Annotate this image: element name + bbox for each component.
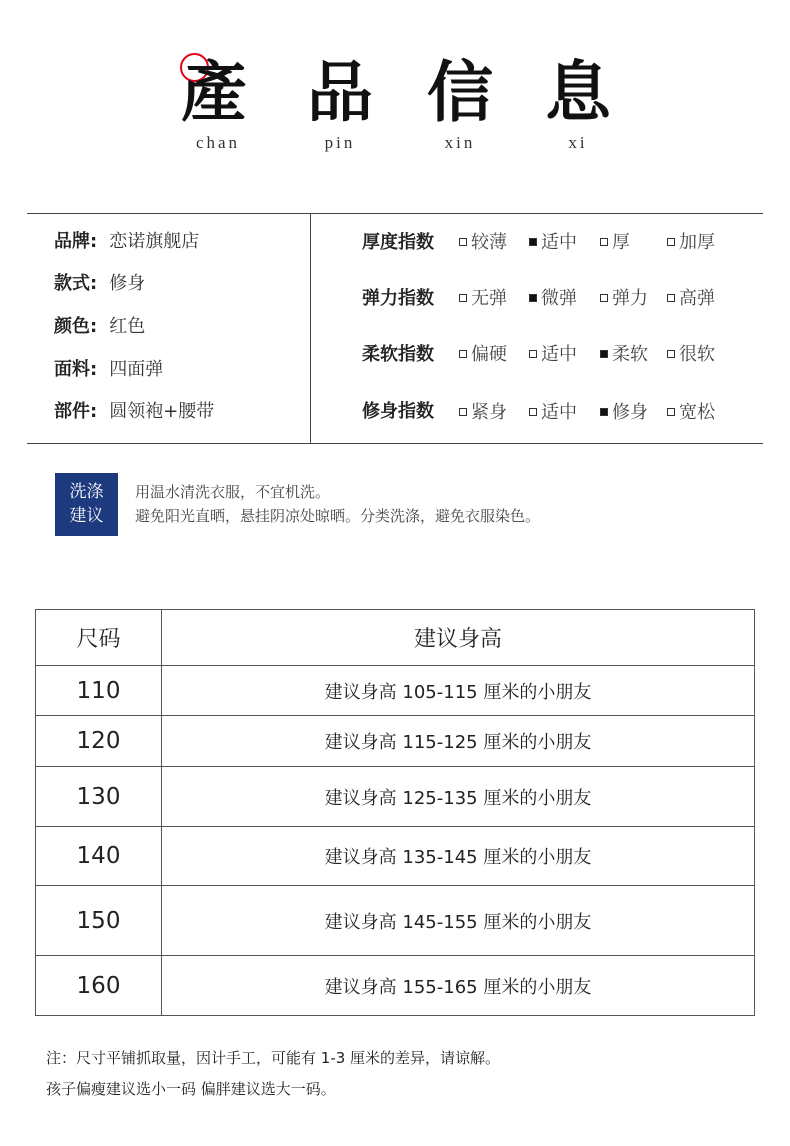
index-option [529, 400, 577, 426]
index-label-elasticity: 弹力指数 [362, 288, 434, 309]
size-advice-note: 孩子偏瘦建议选小一码 偏胖建议选大一码。 [46, 1080, 336, 1098]
unchecked-box-icon [600, 294, 608, 302]
title-char: 息 [545, 53, 611, 131]
info-label: 部件: [54, 401, 98, 422]
height-cell: 建议身高 115-125 厘米的小朋友 [162, 716, 755, 767]
wash-advice-badge [55, 473, 118, 536]
index-option-label: 加厚 [679, 232, 715, 253]
header-height: 建议身高 [162, 610, 755, 666]
info-value: 圆领袍+腰带 [109, 401, 215, 422]
height-cell: 建议身高 105-115 厘米的小朋友 [162, 666, 755, 716]
table-row [36, 827, 755, 886]
size-cell: 160 [36, 956, 162, 1016]
unchecked-box-icon [529, 350, 537, 358]
height-cell: 建议身高 155-165 厘米的小朋友 [162, 956, 755, 1016]
info-row-parts [54, 399, 214, 425]
table-row [36, 767, 755, 827]
index-option-label: 柔软 [612, 344, 648, 365]
index-option-label: 很软 [679, 344, 715, 365]
size-table-header [36, 610, 755, 666]
index-option [459, 400, 507, 426]
checked-box-icon [600, 408, 608, 416]
index-option-label: 偏硬 [471, 344, 507, 365]
index-option [529, 230, 577, 256]
size-cell: 130 [36, 767, 162, 827]
checked-box-icon [600, 350, 608, 358]
index-option-label: 适中 [541, 402, 577, 423]
size-cell: 110 [36, 666, 162, 716]
title-pinyin: xi [568, 133, 588, 152]
index-option-label: 无弹 [471, 288, 507, 309]
index-option [529, 286, 577, 312]
info-value: 修身 [109, 273, 146, 294]
unchecked-box-icon [529, 408, 537, 416]
index-option [600, 230, 630, 256]
index-option [529, 342, 577, 368]
index-option [667, 342, 715, 368]
wash-advice-text: 避免阳光直晒，悬挂阴凉处晾晒。分类洗涤，避免衣服染色。 [135, 507, 541, 525]
index-option [459, 230, 507, 256]
info-label: 面料: [54, 359, 98, 380]
index-label-thickness: 厚度指数 [362, 232, 434, 253]
unchecked-box-icon [459, 294, 467, 302]
index-option-label: 厚 [612, 232, 630, 253]
size-cell: 120 [36, 716, 162, 767]
index-option-label: 较薄 [471, 232, 507, 253]
info-bottom-divider [27, 443, 763, 444]
wash-advice-text: 用温水清洗衣服，不宜机洗。 [135, 483, 331, 501]
unchecked-box-icon [667, 238, 675, 246]
size-cell: 150 [36, 886, 162, 956]
wash-badge-line: 建议 [69, 506, 104, 526]
info-label: 颜色: [54, 316, 98, 337]
title-char: 產 [181, 53, 247, 131]
index-option [459, 342, 507, 368]
unchecked-box-icon [459, 238, 467, 246]
info-top-divider [27, 213, 763, 214]
index-option [600, 286, 648, 312]
header-size: 尺码 [36, 610, 162, 666]
index-option-label: 弹力 [612, 288, 648, 309]
height-cell: 建议身高 135-145 厘米的小朋友 [162, 827, 755, 886]
table-row [36, 666, 755, 716]
info-row-fabric [54, 357, 163, 383]
index-option-label: 高弹 [679, 288, 715, 309]
table-row [36, 956, 755, 1016]
index-label-softness: 柔软指数 [362, 344, 434, 365]
unchecked-box-icon [667, 294, 675, 302]
info-label: 品牌: [54, 231, 98, 252]
info-center-divider [310, 213, 311, 443]
title-pinyin: chan [195, 133, 241, 152]
title-pinyin: xin [444, 133, 476, 152]
size-cell: 140 [36, 827, 162, 886]
index-option-label: 宽松 [679, 402, 715, 423]
info-label: 款式: [54, 273, 98, 294]
index-option [459, 286, 507, 312]
index-option-label: 修身 [612, 402, 648, 423]
title-char: 品 [307, 53, 373, 131]
info-row-color [54, 314, 145, 340]
index-option-label: 紧身 [471, 402, 507, 423]
unchecked-box-icon [459, 408, 467, 416]
height-cell: 建议身高 145-155 厘米的小朋友 [162, 886, 755, 956]
info-value: 恋诺旗舰店 [109, 231, 200, 252]
index-option [667, 400, 715, 426]
unchecked-box-icon [667, 350, 675, 358]
index-option-label: 微弹 [541, 288, 577, 309]
title-char: 信 [427, 53, 493, 131]
height-cell: 建议身高 125-135 厘米的小朋友 [162, 767, 755, 827]
index-option [667, 230, 715, 256]
unchecked-box-icon [600, 238, 608, 246]
unchecked-box-icon [459, 350, 467, 358]
checked-box-icon [529, 294, 537, 302]
info-value: 红色 [109, 316, 146, 337]
wash-badge-line: 洗涤 [69, 482, 104, 502]
title-pinyin: pin [324, 133, 356, 152]
index-option-label: 适中 [541, 344, 577, 365]
checked-box-icon [529, 238, 537, 246]
info-row-brand [54, 229, 199, 255]
index-label-fit: 修身指数 [362, 401, 434, 422]
index-option [600, 400, 648, 426]
index-option [667, 286, 715, 312]
size-note: 注：尺寸平铺抓取量，因计手工，可能有 1-3 厘米的差异，请谅解。 [46, 1049, 501, 1067]
unchecked-box-icon [667, 408, 675, 416]
index-option [600, 342, 648, 368]
table-row [36, 886, 755, 956]
table-row [36, 716, 755, 767]
info-value: 四面弹 [109, 359, 164, 380]
info-row-style [54, 271, 145, 297]
index-option-label: 适中 [541, 232, 577, 253]
size-table [35, 609, 755, 1016]
